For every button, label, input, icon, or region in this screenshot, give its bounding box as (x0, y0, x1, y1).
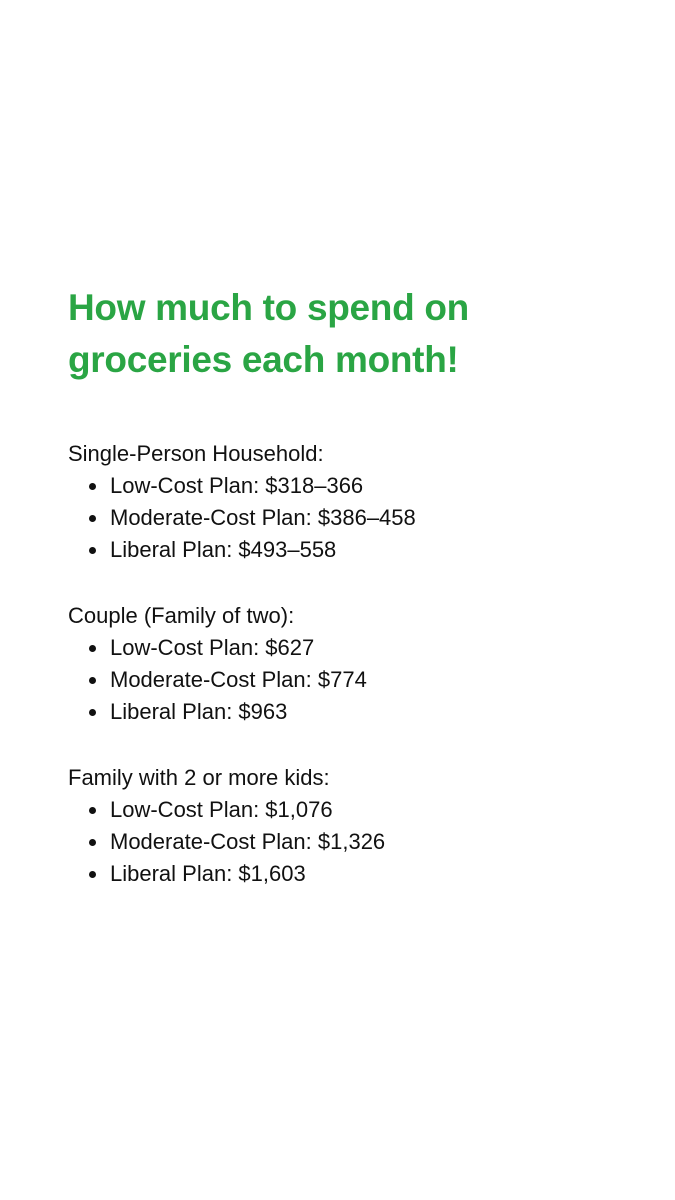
group-couple (68, 599, 648, 728)
plan-item-liberal (68, 858, 648, 890)
plan-text: Moderate-Cost Plan: $774 (110, 667, 367, 692)
bullet-icon (89, 547, 96, 554)
plan-list (68, 632, 648, 728)
bullet-icon (89, 483, 96, 490)
plan-text: Moderate-Cost Plan: $1,326 (110, 829, 386, 854)
plan-item-low-cost (68, 794, 648, 826)
plan-item-liberal (68, 696, 648, 728)
plan-text: Moderate-Cost Plan: $386–458 (110, 505, 416, 530)
plan-text: Liberal Plan: $963 (110, 699, 288, 724)
plan-item-low-cost (68, 470, 648, 502)
plan-list (68, 470, 648, 566)
household-groups (68, 437, 648, 923)
plan-item-moderate-cost (68, 826, 648, 858)
plan-item-liberal (68, 534, 648, 566)
bullet-icon (89, 515, 96, 522)
group-heading: Couple (Family of two): (68, 603, 295, 628)
plan-text: Low-Cost Plan: $318–366 (110, 473, 364, 498)
bullet-icon (89, 645, 96, 652)
plan-item-low-cost (68, 632, 648, 664)
plan-list (68, 794, 648, 890)
plan-text: Liberal Plan: $1,603 (110, 861, 306, 886)
bullet-icon (89, 807, 96, 814)
group-family-with-kids (68, 761, 648, 890)
plan-item-moderate-cost (68, 664, 648, 696)
bullet-icon (89, 677, 96, 684)
plan-text: Low-Cost Plan: $1,076 (110, 797, 333, 822)
page-title (68, 282, 628, 386)
bullet-icon (89, 871, 96, 878)
plan-text: Low-Cost Plan: $627 (110, 635, 315, 660)
group-heading: Family with 2 or more kids: (68, 765, 330, 790)
title-line-2: groceries each month! (68, 339, 459, 380)
plan-text: Liberal Plan: $493–558 (110, 537, 337, 562)
bullet-icon (89, 709, 96, 716)
group-heading: Single-Person Household: (68, 441, 324, 466)
title-line-1: How much to spend on (68, 287, 469, 328)
group-single-person (68, 437, 648, 566)
plan-item-moderate-cost (68, 502, 648, 534)
bullet-icon (89, 839, 96, 846)
